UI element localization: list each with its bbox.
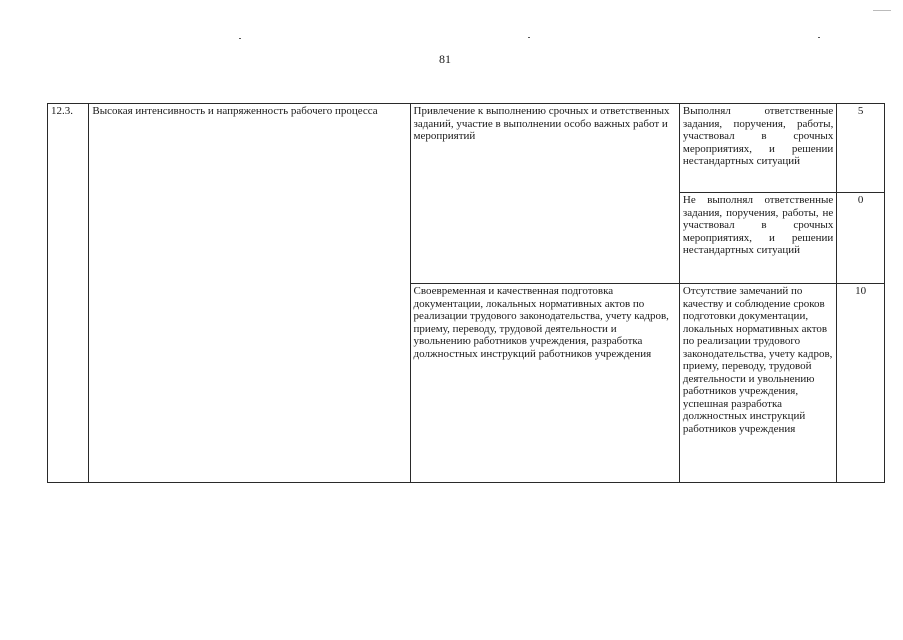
condition-cell: Отсутствие замечаний по качеству и соблюдение сроков подготовки документации, локальных нормативных актов по реализации трудового законодательства, учету кадров, приему, переводу, трудовой деятельности и увольнению работников учреждения, успешная разработка должностных инструкций работников учреждения: [679, 284, 836, 483]
activity-cell: Своевременная и качественная подготовка документации, локальных нормативных актов по реализации трудового законодательства, учету кадров, приему, переводу, трудовой деятельности и увольнению работников учреждения, разработка должностных инструкций работников учреждения: [410, 284, 679, 483]
scan-speck: [818, 37, 820, 38]
table-row: [48, 104, 885, 193]
criterion-cell: Высокая интенсивность и напряженность рабочего процесса: [89, 104, 410, 483]
item-number-cell: 12.3.: [48, 104, 89, 483]
score-cell: 0: [837, 193, 885, 284]
page-number: 81: [439, 52, 451, 66]
criteria-table: [47, 103, 885, 483]
activity-cell: Привлечение к выполнению срочных и ответственных заданий, участие в выполнении особо важных работ и мероприятий: [410, 104, 679, 284]
condition-cell: Выполнял ответственные задания, поручения, работы, участвовал в срочных мероприятиях, и решении нестандартных ситуаций: [679, 104, 836, 193]
scan-speck: [528, 37, 530, 38]
scan-edge-line: [873, 10, 891, 11]
score-cell: 5: [837, 104, 885, 193]
scan-speck: [239, 38, 241, 39]
condition-cell: Не выполнял ответственные задания, поручения, работы, не участвовал в срочных мероприятиях, и решении нестандартных ситуаций: [679, 193, 836, 284]
score-cell: 10: [837, 284, 885, 483]
